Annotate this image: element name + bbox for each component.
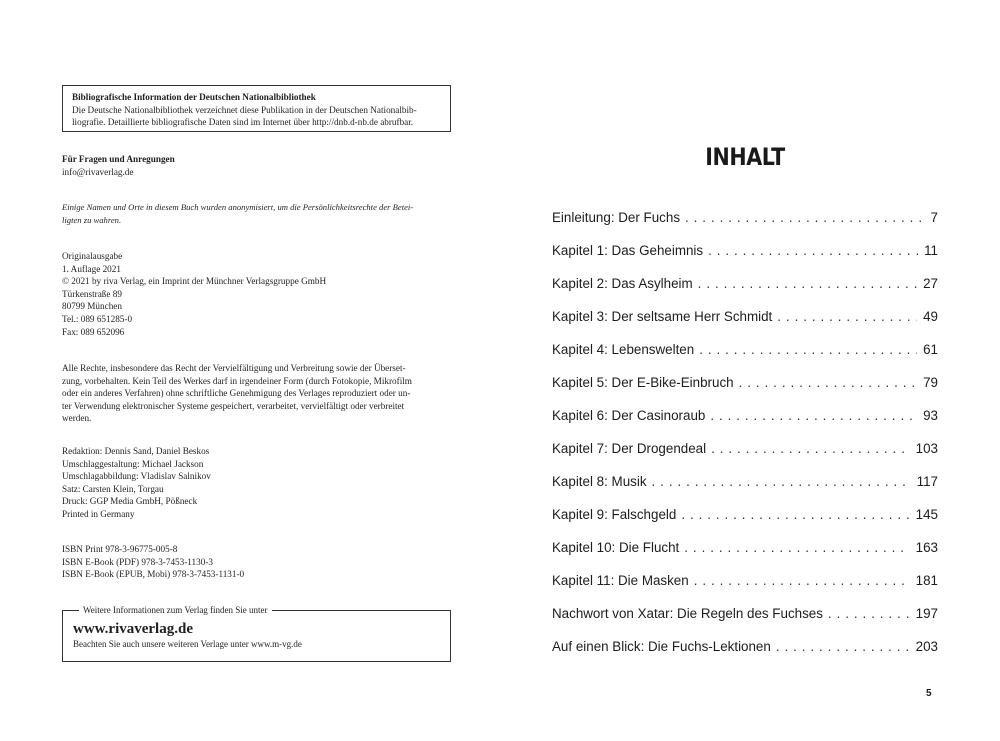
toc-entry-label: Kapitel 7: Der Drogendeal xyxy=(552,441,707,456)
toc-entry-label: Kapitel 1: Das Geheimnis xyxy=(552,243,704,258)
toc-entry[interactable] xyxy=(552,639,938,672)
toc-leader-dots xyxy=(694,573,910,588)
bibliographic-info-box xyxy=(62,85,451,132)
toc-entry[interactable] xyxy=(552,606,938,639)
toc-entry-label: Kapitel 11: Die Masken xyxy=(552,573,689,588)
toc-entry-page: 103 xyxy=(915,441,938,456)
anonymity-note-line: Einige Namen und Orte in diesem Buch wurden anonymisiert, um die Persönlichkeitsrechte der Betei- xyxy=(62,202,414,212)
toc-leader-dots xyxy=(681,507,909,522)
toc-entry-label: Nachwort von Xatar: Die Regeln des Fuchses xyxy=(552,606,823,621)
bibliographic-info-line: Die Deutsche Nationalbibliothek verzeichnet diese Publikation in der Deutschen Nationalbib- xyxy=(72,104,417,115)
isbn-line: ISBN Print 978-3-96775-005-8 xyxy=(62,544,178,554)
page-number: 5 xyxy=(926,688,932,699)
toc-entry[interactable] xyxy=(552,375,938,408)
toc-entry-page: 49 xyxy=(923,309,938,324)
edition-line: Türkenstraße 89 xyxy=(62,288,122,299)
credits-line: Printed in Germany xyxy=(62,508,135,519)
toc-entry-label: Kapitel 4: Lebenswelten xyxy=(552,342,695,357)
edition-line: Tel.: 089 651285-0 xyxy=(62,313,133,324)
toc-entry-label: Kapitel 8: Musik xyxy=(552,474,647,489)
toc-entry[interactable] xyxy=(552,474,938,507)
isbn-line: ISBN E-Book (EPUB, Mobi) 978-3-7453-1131-0 xyxy=(62,569,245,580)
toc-leader-dots xyxy=(652,474,911,489)
toc-entry[interactable] xyxy=(552,276,938,309)
credits-line: Umschlaggestaltung: Michael Jackson xyxy=(62,458,204,469)
rights-line: werden. xyxy=(62,413,92,424)
edition-line: 1. Auflage 2021 xyxy=(62,263,121,274)
credits-line: Druck: GGP Media GmbH, Pößneck xyxy=(62,496,198,507)
toc-entry[interactable] xyxy=(552,540,938,573)
toc-leader-dots xyxy=(698,276,917,291)
toc-entry[interactable] xyxy=(552,441,938,474)
website-note: Beachten Sie auch unsere weiteren Verlage unter www.m-vg.de xyxy=(73,639,302,649)
toc-entry-page: 7 xyxy=(930,210,938,225)
edition-block xyxy=(62,250,450,338)
toc-entry-label: Kapitel 3: Der seltsame Herr Schmidt xyxy=(552,309,773,324)
toc-entry-label: Kapitel 6: Der Casinoraub xyxy=(552,408,706,423)
contact-email[interactable]: info@rivaverlag.de xyxy=(62,166,134,177)
toc-leader-dots xyxy=(708,243,918,258)
toc-entry-page: 11 xyxy=(924,243,938,258)
bibliographic-info-title: Bibliografische Information der Deutschen Nationalbibliothek xyxy=(72,92,316,102)
contents-title: INHALT xyxy=(705,143,785,171)
toc-entry-label: Kapitel 2: Das Asylheim xyxy=(552,276,693,291)
table-of-contents xyxy=(552,210,938,672)
anonymity-note-line: ligten zu wahren. xyxy=(62,214,122,225)
toc-leader-dots xyxy=(777,309,917,324)
website-url-link[interactable]: www.rivaverlag.de xyxy=(73,621,193,637)
credits-line: Satz: Carsten Klein, Torgau xyxy=(62,483,164,494)
website-legend: Weitere Informationen zum Verlag finden Sie unter xyxy=(79,604,272,617)
toc-leader-dots xyxy=(685,210,922,225)
publisher-website-box xyxy=(62,605,451,662)
toc-entry[interactable] xyxy=(552,507,938,540)
toc-leader-dots xyxy=(828,606,910,621)
rights-line: ter Verwendung elektronischer Systeme gespeichert, verarbeitet, vervielfältigt oder verbreitet xyxy=(62,400,405,411)
toc-entry-page: 163 xyxy=(915,540,938,555)
edition-line: Originalausgabe xyxy=(62,251,123,261)
toc-entry-page: 27 xyxy=(923,276,938,291)
toc-entry-page: 93 xyxy=(923,408,938,423)
toc-entry[interactable] xyxy=(552,573,938,606)
toc-entry-page: 181 xyxy=(915,573,938,588)
rights-line: Alle Rechte, insbesondere das Recht der Vervielfältigung und Verbreitung sowie der Überset- xyxy=(62,363,406,373)
credits-line: Umschlagabbildung: Vladislav Salnikov xyxy=(62,471,211,482)
toc-entry-page: 197 xyxy=(915,606,938,621)
bibliographic-info-line: liografie. Detaillierte bibliografische Daten sind im Internet über http://dnb.d-nb.de abrufbar. xyxy=(72,117,414,128)
toc-entry[interactable] xyxy=(552,210,938,243)
contact-block xyxy=(62,153,450,178)
toc-entry-label: Kapitel 10: Die Flucht xyxy=(552,540,680,555)
anonymity-note xyxy=(62,201,450,226)
toc-entry[interactable] xyxy=(552,309,938,342)
credits-line: Redaktion: Dennis Sand, Daniel Beskos xyxy=(62,446,210,456)
edition-line: Fax: 089 652096 xyxy=(62,326,125,337)
rights-line: zung, vorbehalten. Kein Teil des Werkes darf in irgendeiner Form (durch Fotokopie, Mikrofilm xyxy=(62,375,412,386)
toc-entry-page: 203 xyxy=(915,639,938,654)
toc-entry-label: Einleitung: Der Fuchs xyxy=(552,210,681,225)
toc-entry-label: Kapitel 5: Der E-Bike-Einbruch xyxy=(552,375,734,390)
toc-entry-page: 79 xyxy=(923,375,938,390)
rights-line: oder ein anderes Verfahren) ohne schriftliche Genehmigung des Verlages reproduziert oder un- xyxy=(62,388,411,399)
contact-title: Für Fragen und Anregungen xyxy=(62,154,175,164)
toc-entry[interactable] xyxy=(552,342,938,375)
toc-entry-page: 61 xyxy=(923,342,938,357)
toc-leader-dots xyxy=(684,540,909,555)
toc-entry[interactable] xyxy=(552,243,938,276)
edition-line: 80799 München xyxy=(62,301,122,312)
isbn-line: ISBN E-Book (PDF) 978-3-7453-1130-3 xyxy=(62,556,213,567)
credits-block xyxy=(62,445,450,521)
edition-line: © 2021 by riva Verlag, ein Imprint der Münchner Verlagsgruppe GmbH xyxy=(62,276,327,287)
toc-leader-dots xyxy=(711,441,910,456)
rights-block xyxy=(62,362,450,425)
toc-entry-page: 117 xyxy=(916,474,938,489)
toc-entry-label: Kapitel 9: Falschgeld xyxy=(552,507,677,522)
isbn-block xyxy=(62,543,450,581)
toc-leader-dots xyxy=(710,408,917,423)
toc-leader-dots xyxy=(776,639,910,654)
toc-leader-dots xyxy=(699,342,917,357)
toc-entry-page: 145 xyxy=(915,507,938,522)
toc-entry[interactable] xyxy=(552,408,938,441)
toc-entry-label: Auf einen Blick: Die Fuchs-Lektionen xyxy=(552,639,771,654)
toc-leader-dots xyxy=(739,375,917,390)
